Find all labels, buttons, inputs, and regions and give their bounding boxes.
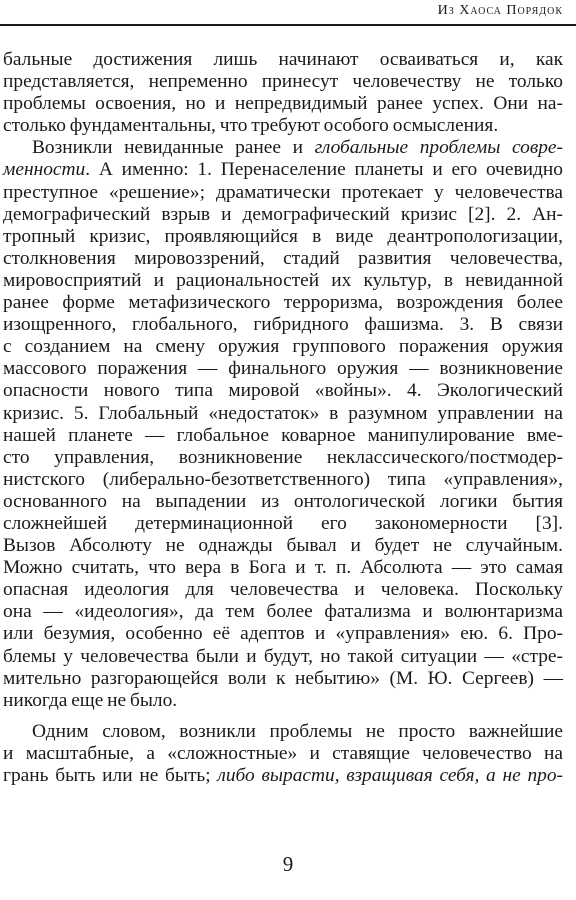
- text-line: никогда еще не было.: [3, 689, 178, 711]
- text-line: мировосприятий и рациональностей их культур, в невиданной: [3, 269, 563, 291]
- text-span: . А именно: 1. Перенаселение планеты и его очевидно: [85, 159, 563, 181]
- text-span: Возникли невиданные ранее и: [32, 137, 315, 159]
- text-line: основанного на выпадении из онтологической логики бытия: [3, 490, 563, 512]
- running-header: [0, 0, 576, 30]
- running-title: Из Хаоса Порядок: [437, 3, 563, 18]
- text-line: [3, 765, 563, 787]
- paragraph-1: [3, 49, 563, 137]
- text-line: изощренного, глобального, гибридного фашизма. 3. В связи: [3, 314, 563, 336]
- text-line: столько фундаментальны, что требуют особого осмысления.: [3, 115, 499, 137]
- italic-span: либо вырасти, взращивая себя, а не про-: [217, 765, 563, 786]
- text-line: она — «идеология», да тем более фатализма и волюнтаризма: [3, 601, 563, 623]
- text-line: мительно разгорающейся воли к небытию» (М. Ю. Сергеев) —: [3, 667, 563, 689]
- text-line: кризис. 5. Глобальный «недостаток» в разумном управлении на: [3, 402, 563, 424]
- text-line: или безумия, особенно её адептов и «управления» ею. 6. Про-: [3, 623, 563, 645]
- text-line: блемы у человечества были и будут, но такой ситуации — «стре-: [3, 645, 563, 667]
- text-line: [3, 137, 563, 159]
- text-line: сто управления, возникновение неклассического/постмодер-: [3, 446, 563, 468]
- paragraph-3: [3, 721, 563, 787]
- text-line: [3, 159, 563, 181]
- text-line: представляется, непременно принесут человечеству не только: [3, 71, 563, 93]
- text-line: опасности нового типа мировой «войны». 4. Экологический: [3, 380, 563, 402]
- text-line: ранее форме метафизического терроризма, возрождения более: [3, 292, 563, 314]
- text-line: тропный кризис, проявляющийся в виде деантропологизации,: [3, 225, 563, 247]
- text-line: Одним словом, возникли проблемы не просто важнейшие: [32, 720, 563, 742]
- text-line: столкновения мировоззрений, стадий развития человечества,: [3, 247, 563, 269]
- text-line: массового поражения — финального оружия — возникновение: [3, 358, 563, 380]
- text-span: грань быть или не быть;: [3, 765, 218, 786]
- page-number: 9: [282, 852, 294, 876]
- text-line: проблемы освоения, но и непредвидимый ранее успех. Они на-: [3, 93, 563, 115]
- italic-span: глобальные проблемы совре-: [314, 137, 563, 159]
- text-line: нашей планете — глобальное коварное манипулирование вме-: [3, 424, 563, 446]
- text-line: демографический взрыв и демографический кризис [2]. 2. Ан-: [3, 203, 563, 225]
- text-line: Вызов Абсолюту не однажды бывал и будет не случайным.: [3, 535, 563, 557]
- header-rule: [0, 24, 576, 26]
- text-line: преступное «решение»; драматически протекает у человечества: [3, 181, 563, 203]
- paragraph-2: [3, 137, 563, 711]
- text-line: Можно считать, что вера в Бога и т. п. Абсолюта — это самая: [3, 557, 563, 579]
- text-line: и масштабные, а «сложностные» и ставящие человечество на: [3, 742, 563, 764]
- text-line: нистского (либерально-безответственного) типа «управления»,: [3, 468, 563, 490]
- text-line: бальные достижения лишь начинают осваиваться и, как: [3, 49, 563, 70]
- text-line: опасная идеология для человечества и человека. Поскольку: [3, 579, 563, 601]
- body-text: [3, 49, 563, 787]
- italic-span: менности: [3, 159, 86, 181]
- text-line: сложнейшей детерминационной его закономерности [3].: [3, 512, 563, 534]
- text-line: с созданием на смену оружия группового поражения оружия: [3, 336, 563, 358]
